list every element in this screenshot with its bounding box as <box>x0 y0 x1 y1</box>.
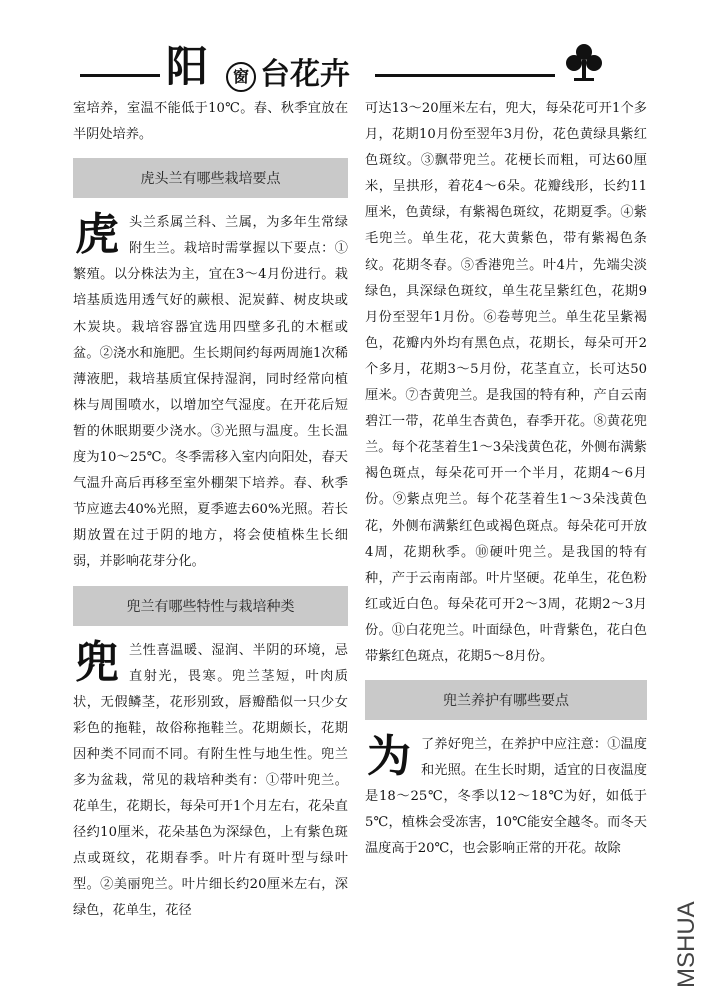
section-title: 虎头兰有哪些栽培要点 <box>140 171 281 188</box>
header-title-rest: 台花卉 <box>260 57 350 92</box>
header-rule-left <box>80 74 160 77</box>
section-title: 兜兰养护有哪些要点 <box>443 693 569 710</box>
body-text: 兰性喜温暖、湿润、半阴的环境，忌直射光，畏寒。兜兰茎短，叶肉质状，无假鳞茎，花形别致，唇瓣酷似一只少女彩色的拖鞋，故俗称拖鞋兰。花期颇长，花期因种类不同而不同。有附生性与地生性。兜兰多为盆栽，常见的栽培种类有：①带叶兜兰。花单生，花期长，每朵可开1个月左右，花朵直径约10厘米，花朵基色为深绿色，上有紫色斑点或斑纹，花期春季。叶片有斑叶型与绿叶型。②美丽兜兰。叶片细长约20厘米左右，深绿色，花单生，花径 <box>73 642 348 919</box>
section-heading-doulan-care <box>365 680 647 720</box>
drop-cap: 虎 <box>75 209 119 261</box>
header-big-char: 阳 <box>166 42 209 91</box>
header-circled-char: 窗 <box>226 62 256 92</box>
section-body-doulan-care <box>365 732 647 862</box>
watermark-text: MSHUA <box>673 901 700 988</box>
intro-paragraph: 室培养，室温不能低于10℃。春、秋季宜放在半阴处培养。 <box>73 101 348 143</box>
left-column <box>73 96 348 925</box>
drop-cap: 兜 <box>75 636 119 688</box>
body-text: 头兰系属兰科、兰属，为多年生常绿附生兰。栽培时需掌握以下要点：①繁殖。以分株法为主，宜在3～4月份进行。栽培基质选用透气好的蕨根、泥炭藓、树皮块或木炭块。栽培容器宜选用四壁多孔的木框或盆。②浇水和施肥。生长期间约每两周施1次稀薄液肥，栽培基质宜保持湿润，同时经常向植株与周围喷水，以增加空气湿度。在开花后短暂的休眠期要少浇水。③光照与温度。生长温度为10～25℃。冬季需移入室内向阳处，春天气温升高后再移至室外棚架下培养。春、秋季节应遮去40%光照，夏季遮去60%光照。若长期放置在过于阴的地方，将会使植株生长细弱，并影响花芽分化。 <box>73 215 348 570</box>
section-heading-doulan-types <box>73 586 348 626</box>
three-petal-flower-icon <box>562 40 606 84</box>
section-body-doulan-types <box>73 638 348 925</box>
page-header <box>80 40 640 100</box>
body-text: 了养好兜兰，在养护中应注意：①温度和光照。在生长时期，适宜的日夜温度是18～25℃，冬季以12～18℃为好，如低于5℃，植株会受冻害，10℃能安全越冬。而冬天温度高于20℃，也会影响正常的开花。故除 <box>365 737 647 857</box>
section-heading-hutoulan <box>73 158 348 198</box>
drop-cap: 为 <box>367 731 411 783</box>
watermark <box>656 870 706 990</box>
continuation-paragraph: 可达13～20厘米左右，兜大，每朵花可开1个多月，花期10月份至翌年3月份，花色黄绿具紫红色斑纹。③飘带兜兰。花梗长而粗，可达60厘米，呈拱形，着花4～6朵。花瓣线形，长约11厘米，色黄绿，有紫褐色斑纹，花期夏季。④紫毛兜兰。单生花，花大黄紫色，带有紫褐色条纹。花期冬春。⑤香港兜兰。叶4片，先端尖淡绿色，具深绿色斑纹，单生花呈紫红色，花期9月份至翌年1月份。⑥卷萼兜兰。单生花呈紫褐色，花瓣内外均有黑色点，花期长，每朵可开2个多月，花期3～5月份，花茎直立，长可达50厘米。⑦杏黄兜兰。是我国的特有种，产自云南碧江一带，花单生杏黄色，春季开花。⑧黄花兜兰。每个花茎着生1～3朵浅黄色花，外侧布满紫褐色斑点，每朵花可开一个半月，花期4～6月份。⑨紫点兜兰。每个花茎着生1～3朵浅黄色花，外侧布满紫红色或褐色斑点。每朵花可开放4周，花期秋季。⑩硬叶兜兰。是我国的特有种，产于云南南部。叶片坚硬。花单生，花色粉红或近白色。每朵花可开2～3周，花期2～3月份。⑪白花兜兰。叶面绿色，叶背紫色，花白色带紫红色斑点，花期5～8月份。 <box>365 101 647 664</box>
section-title: 兜兰有哪些特性与栽培种类 <box>126 598 295 615</box>
section-body-hutoulan <box>73 210 348 575</box>
right-column <box>365 96 647 863</box>
header-rule-right <box>375 74 555 77</box>
